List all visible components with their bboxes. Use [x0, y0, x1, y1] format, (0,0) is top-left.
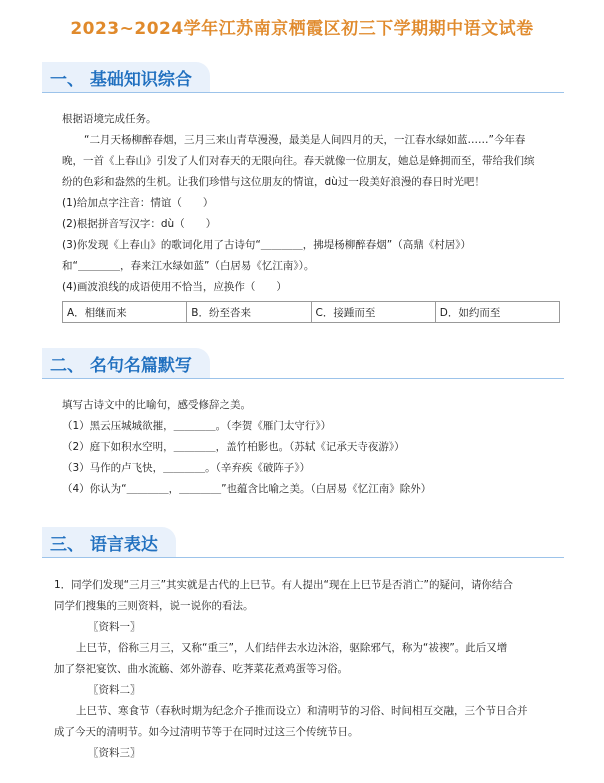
material-line: 上巳节、寒食节（春秋时期为纪念介子推而设立）和清明节的习俗、时间相互交融，三个节日合并	[76, 705, 528, 717]
section-language-expression	[42, 527, 564, 764]
question-line: (1)给加点字注音：情谊（ ）	[62, 197, 214, 209]
section-divider	[42, 92, 564, 93]
question-line: （4）你认为“＿＿＿＿，＿＿＿＿”也蕴含比喻之美。（白居易《忆江南》除外）	[62, 483, 432, 495]
passage-line: “二月天杨柳醉春烟，三月三来山青草漫漫，最美是人间四月的天，一江春水绿如蓝……”今年春	[84, 134, 526, 146]
question-line: (2)根据拼音写汉字：dù（ ）	[62, 218, 217, 230]
section-heading: 一、 基础知识综合	[42, 62, 210, 92]
material-line: 上巳节，俗称三月三，又称“重三”，人们结伴去水边沐浴，驱除邪气，称为“祓禊”。此后又增	[76, 642, 508, 654]
question-line: （1）黑云压城城欲摧，＿＿＿＿。（李贺《雁门太守行》）	[62, 420, 332, 432]
material-line: 成了今天的清明节。如今过清明节等于在同时过这三个传统节日。	[54, 726, 359, 738]
passage-line: 纷的色彩和盎然的生机。让我们珍惜与这位朋友的情谊，dù过一段美好浪漫的春日时光吧！	[62, 176, 485, 188]
option-a[interactable]: A．相继而来	[63, 302, 187, 323]
instruction-text: 填写古诗文中的比喻句，感受修辞之美。	[62, 399, 251, 411]
material-heading: 〖资料一〗	[88, 621, 141, 633]
section-divider	[42, 378, 564, 379]
question-line: 和“＿＿＿＿，春来江水绿如蓝”（白居易《忆江南》）。	[62, 260, 315, 272]
option-d[interactable]: D．如约而至	[435, 302, 559, 323]
document-title: 2023~2024学年江苏南京栖霞区初三下学期期中语文试卷	[70, 19, 534, 39]
option-c[interactable]: C．接踵而至	[311, 302, 435, 323]
material-line: 加了祭祀宴饮、曲水流觞、郊外游春、吃荠菜花煮鸡蛋等习俗。	[54, 663, 348, 675]
question-line: （3）马作的卢飞快，＿＿＿＿。（辛弃疾《破阵子》）	[62, 462, 311, 474]
material-heading: 〖资料二〗	[88, 684, 141, 696]
option-b[interactable]: B．纷至沓来	[187, 302, 311, 323]
question-line: 1．同学们发现“三月三”其实就是古代的上巳节。有人提出“现在上巳节是否消亡”的疑问，请你结合	[54, 579, 513, 591]
question-line: （2）庭下如积水空明，＿＿＿＿，盖竹柏影也。（苏轼《记承天寺夜游》）	[62, 441, 405, 453]
section-heading: 二、 名句名篇默写	[42, 348, 210, 378]
question-line: (4)画波浪线的成语使用不恰当，应换作（ ）	[62, 281, 287, 293]
material-heading: 〖资料三〗	[88, 747, 141, 759]
passage-line: 晚，一首《上春山》引发了人们对春天的无限向往。春天就像一位朋友，她总是蜂拥而至，带给我们缤	[62, 155, 535, 167]
question-line: (3)你发现《上春山》的歌词化用了古诗句“＿＿＿＿，拂堤杨柳醉春烟”（高鼎《村居》）	[62, 239, 472, 251]
instruction-text: 根据语境完成任务。	[62, 113, 157, 125]
section-divider	[42, 557, 564, 558]
section-heading: 三、 语言表达	[42, 527, 176, 557]
question-line: 同学们搜集的三则资料，说一说你的看法。	[54, 600, 254, 612]
section-basic-knowledge	[42, 62, 564, 323]
section-famous-lines	[42, 348, 564, 500]
options-table	[62, 301, 560, 323]
